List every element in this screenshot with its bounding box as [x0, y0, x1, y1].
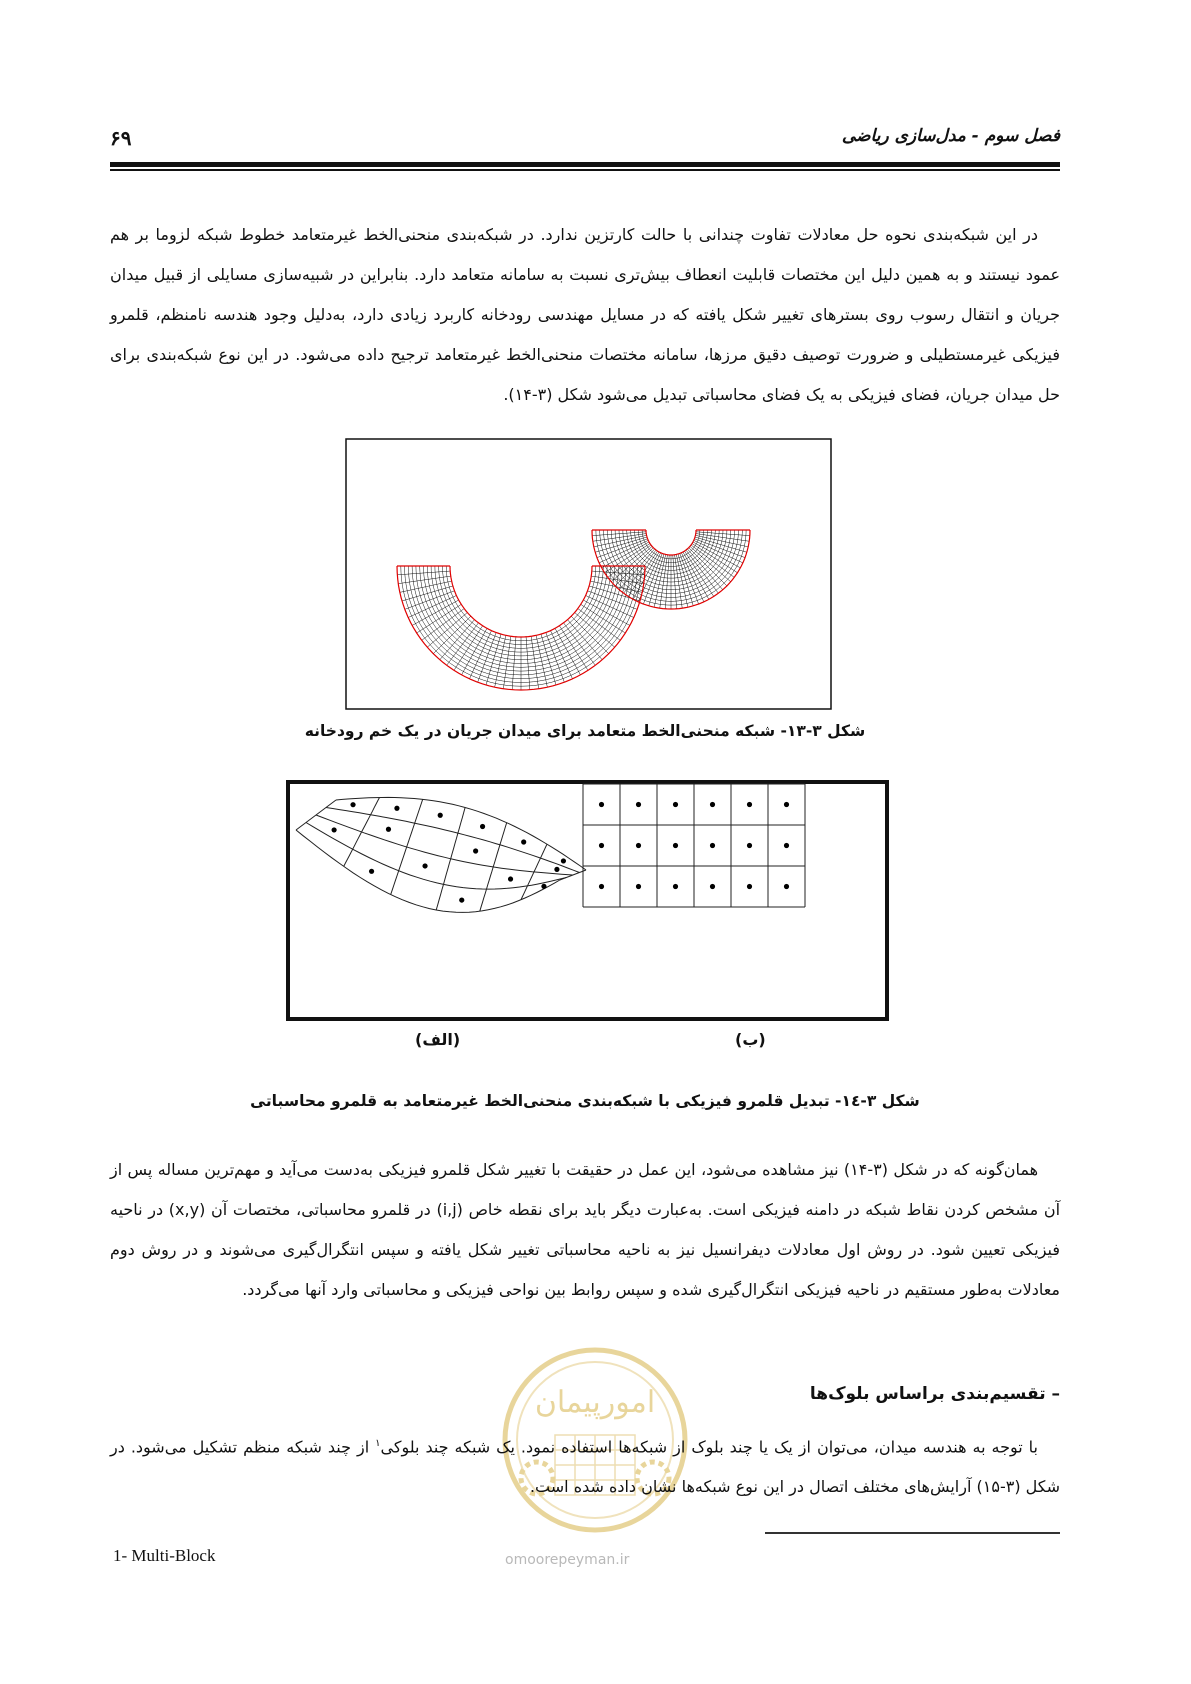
computational-grid-node [710, 843, 715, 848]
physical-grid-node [438, 813, 443, 818]
paragraph-text [110, 1424, 1060, 1507]
section-heading: – تقسیم‌بندی براساس بلوک‌ها [809, 1384, 1060, 1404]
computational-grid-node [784, 843, 789, 848]
physical-grid-node [422, 863, 427, 868]
watermark-url: omoorepeyman.ir [505, 1552, 630, 1568]
physical-grid-node [508, 876, 513, 881]
computational-grid-node [673, 884, 678, 889]
physical-grid-node [394, 806, 399, 811]
label-physical-domain: (الف) [415, 1030, 461, 1049]
footnote-marker: ۱ [375, 1438, 381, 1449]
computational-grid-node [636, 802, 641, 807]
computational-grid-node [599, 884, 604, 889]
computational-grid-node [747, 802, 752, 807]
figure-domain-transformation [286, 780, 889, 1021]
physical-grid-node [350, 802, 355, 807]
footnote-rule [765, 1532, 1060, 1534]
computational-grid-node [673, 843, 678, 848]
paragraph-text-part2: از چند شبکه منظم تشکیل می‌شود. در شکل (۳-۱۵) آرایش‌های مختلف اتصال در این نوع شبکه‌ها نشان داده شده است. [110, 1437, 1060, 1497]
physical-grid-node [541, 884, 546, 889]
paragraph-text: همان‌گونه که در شکل (۳-۱۴) نیز مشاهده می‌شود، این عمل در حقیقت با تغییر شکل قلمرو فیزیکی به‌دست می‌آید و مهم‌ترین مساله پس از آن مشخص کردن نقاط شبکه در دامنه فیزیکی است. به‌عبارت دیگر باید برای نقطه خاص (i,j) در قلمرو محاسباتی، مختصات آن (x,y) در ناحیه فیزیکی تعیین شود. در روش اول معادلات دیفرانسیل نیز به ناحیه محاسباتی تغییر شکل یافته و سپس انتگرال‌گیری می‌شوند و در روش دوم معادلات به‌طور مستقیم در ناحیه فیزیکی انتگرال‌گیری شده و سپس روابط بین نواحی فیزیکی و محاسباتی وارد آنها می‌گردد. [110, 1160, 1061, 1299]
physical-grid-node [521, 839, 526, 844]
computational-grid-node [710, 802, 715, 807]
paragraph-transformation [110, 1150, 1060, 1310]
computational-grid-node [747, 884, 752, 889]
physical-grid-node [332, 827, 337, 832]
computational-grid-node [784, 802, 789, 807]
physical-grid-node [369, 869, 374, 874]
figure-river-bend-grid [345, 438, 832, 710]
page-number: ۶۹ [110, 126, 132, 150]
label-computational-domain: (ب) [735, 1030, 766, 1049]
computational-grid-node [673, 802, 678, 807]
figure2-caption: شکل ۳-۱٤- تبدیل قلمرو فیزیکی با شبکه‌بندی منحنی‌الخط غیرمتعامد به قلمرو محاسباتی [250, 1092, 920, 1110]
computational-grid-node [599, 843, 604, 848]
paragraph-text: در این شبکه‌بندی نحوه حل معادلات تفاوت چندانی با حالت کارتزین ندارد. در شبکه‌بندی منحنی‌الخط غیرمتعامد خطوط شبکه لزوما بر هم عمود نیستند و به همین دلیل این مختصات قابلیت انعطاف بیش‌تری نسبت به سامانه متعامد دارد. بنابراین در شبیه‌سازی مسایلی از قبیل میدان جریان و انتقال رسوب روی بسترهای تغییر شکل یافته که در مسایل مهندسی رودخانه کاربرد زیادی دارد، به‌دلیل وجود هندسه نامنظم، قلمرو فیزیکی غیرمستطیلی و ضرورت توصیف دقیق مرزها، سامانه مختصات منحنی‌الخط غیرمتعامد ترجیح داده می‌شود. در این نوع شبکه‌بندی برای حل میدان جریان، فضای فیزیکی به یک فضای محاسباتی تبدیل می‌شود شکل (۳-۱۴). [110, 225, 1060, 404]
figure1-caption: شکل ۳-۱۳- شبکه منحنی‌الخط متعامد برای میدان جریان در یک خم رودخانه [304, 722, 866, 740]
header-rule-thin [110, 169, 1060, 171]
svg-text:امورپیمان: امورپیمان [534, 1385, 656, 1420]
paragraph-multiblock [110, 1424, 1060, 1507]
computational-grid-node [784, 884, 789, 889]
page-header [110, 126, 1060, 152]
computational-grid-node [636, 843, 641, 848]
paragraph-intro [110, 215, 1060, 415]
physical-grid-node [480, 824, 485, 829]
physical-grid-node [386, 827, 391, 832]
figure-frame [346, 439, 831, 709]
running-head: فصل سوم - مدل‌سازی ریاضی [841, 126, 1060, 146]
physical-grid-node [561, 858, 566, 863]
paragraph-text-part1: با توجه به هندسه میدان، می‌توان از یک یا چند بلوک از شبکه‌ها استفاده نمود. یک شبکه چند بلوکی [380, 1437, 1039, 1457]
physical-grid-node [459, 897, 464, 902]
computational-grid-node [599, 802, 604, 807]
footnote: 1- Multi-Block [113, 1546, 216, 1565]
physical-grid-node [473, 848, 478, 853]
physical-grid-node [554, 867, 559, 872]
computational-grid-node [636, 884, 641, 889]
header-rule-thick [110, 162, 1060, 167]
computational-grid-node [747, 843, 752, 848]
computational-grid-node [710, 884, 715, 889]
figure-frame [288, 782, 887, 1019]
